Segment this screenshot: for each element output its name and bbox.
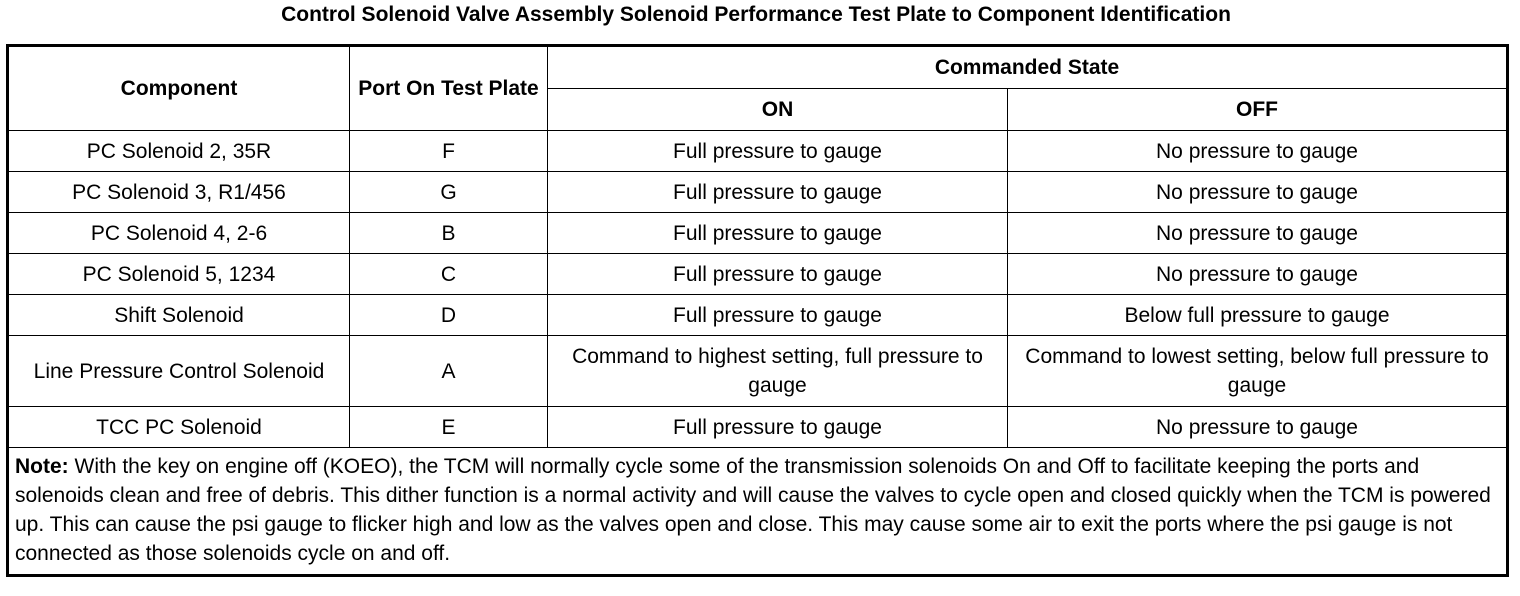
table-row [8, 336, 1508, 407]
cell-off: Below full pressure to gauge [1008, 295, 1508, 336]
solenoid-test-table [6, 44, 1509, 577]
note-label: Note: [15, 455, 69, 478]
cell-on: Full pressure to gauge [548, 407, 1008, 448]
cell-component: PC Solenoid 4, 2-6 [8, 213, 350, 254]
header-port: Port On Test Plate [350, 46, 548, 131]
cell-port: B [350, 213, 548, 254]
cell-port: F [350, 131, 548, 172]
cell-off: Command to lowest setting, below full pressure to gauge [1008, 336, 1508, 407]
cell-off: No pressure to gauge [1008, 213, 1508, 254]
table-row [8, 254, 1508, 295]
note-row [8, 448, 1508, 576]
cell-component: TCC PC Solenoid [8, 407, 350, 448]
cell-on: Full pressure to gauge [548, 295, 1008, 336]
table-title: Control Solenoid Valve Assembly Solenoid Performance Test Plate to Component Identification [281, 3, 1231, 26]
cell-off: No pressure to gauge [1008, 407, 1508, 448]
cell-on: Full pressure to gauge [548, 213, 1008, 254]
table-row [8, 295, 1508, 336]
cell-component: Line Pressure Control Solenoid [8, 336, 350, 407]
cell-on: Full pressure to gauge [548, 254, 1008, 295]
cell-port: A [350, 336, 548, 407]
table-row [8, 172, 1508, 213]
header-row-1 [8, 46, 1508, 89]
table-row [8, 407, 1508, 448]
cell-component: PC Solenoid 2, 35R [8, 131, 350, 172]
cell-off: No pressure to gauge [1008, 254, 1508, 295]
cell-off: No pressure to gauge [1008, 131, 1508, 172]
cell-component: PC Solenoid 5, 1234 [8, 254, 350, 295]
table-row [8, 131, 1508, 172]
header-on: ON [548, 89, 1008, 131]
cell-component: PC Solenoid 3, R1/456 [8, 172, 350, 213]
cell-port: G [350, 172, 548, 213]
cell-on: Full pressure to gauge [548, 172, 1008, 213]
cell-on: Full pressure to gauge [548, 131, 1008, 172]
cell-port: E [350, 407, 548, 448]
header-commanded-state: Commanded State [548, 46, 1508, 89]
cell-on: Command to highest setting, full pressure to gauge [548, 336, 1008, 407]
note-text: With the key on engine off (KOEO), the TCM will normally cycle some of the transmission solenoids On and Off to facilitate keeping the ports and solenoids clean and free of debris. This dither function is a normal activity and will cause the valves to cycle open and closed quickly when the TCM is powered up. This can cause the psi gauge to flicker high and low as the valves open and close. This may cause some air to exit the ports where the psi gauge is not connected as those solenoids cycle on and off. [15, 455, 1491, 565]
cell-component: Shift Solenoid [8, 295, 350, 336]
header-component: Component [8, 46, 350, 131]
cell-port: C [350, 254, 548, 295]
note-cell [8, 448, 1508, 576]
cell-off: No pressure to gauge [1008, 172, 1508, 213]
cell-port: D [350, 295, 548, 336]
table-row [8, 213, 1508, 254]
header-off: OFF [1008, 89, 1508, 131]
